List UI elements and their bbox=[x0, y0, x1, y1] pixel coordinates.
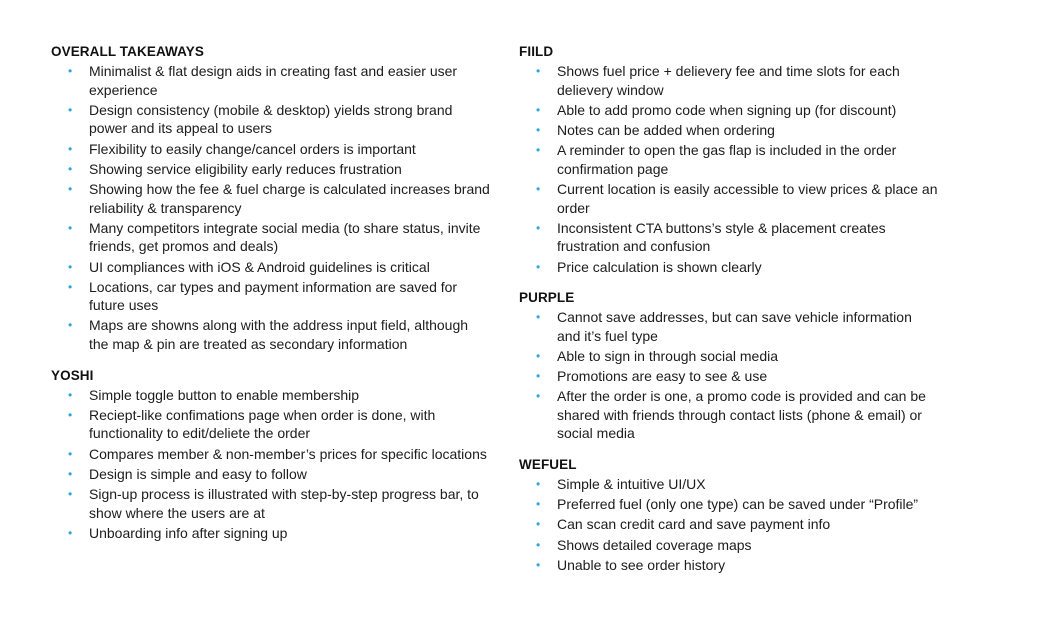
list-item-text: Unboarding info after signing up bbox=[89, 524, 288, 541]
list-item bbox=[519, 62, 939, 99]
list-item-text: Notes can be added when ordering bbox=[557, 121, 775, 138]
bullet-dot-icon: • bbox=[536, 310, 541, 325]
list-item-text: Flexibility to easily change/cancel orders is important bbox=[89, 140, 416, 157]
bullet-dot-icon: • bbox=[68, 64, 73, 78]
section-title: PURPLE bbox=[519, 290, 575, 306]
list-item-text: Design consistency (mobile & desktop) yields strong brand power and its appeal to users bbox=[89, 101, 453, 137]
section-fiild bbox=[519, 42, 939, 276]
bullet-list bbox=[51, 386, 491, 543]
list-item bbox=[51, 140, 491, 159]
list-item bbox=[519, 121, 939, 140]
bullet-dot-icon: • bbox=[536, 102, 541, 117]
list-item bbox=[51, 465, 491, 484]
list-item bbox=[51, 219, 491, 256]
list-item bbox=[51, 316, 491, 353]
list-item bbox=[51, 160, 491, 179]
list-item bbox=[51, 445, 491, 464]
list-item-text: UI compliances with iOS & Android guidelines is critical bbox=[89, 258, 430, 275]
section-title: FIILD bbox=[519, 44, 554, 59]
list-item-text: Able to add promo code when signing up (for discount) bbox=[557, 101, 897, 118]
bullet-list bbox=[519, 475, 939, 574]
bullet-dot-icon: • bbox=[68, 466, 73, 481]
section-overall-takeaways bbox=[51, 42, 491, 354]
list-item-text: After the order is one, a promo code is provided and can be shared with friends through contact lists (phone & email) or social media bbox=[557, 388, 926, 442]
list-item bbox=[519, 258, 939, 277]
list-item bbox=[519, 347, 939, 366]
list-item bbox=[519, 308, 939, 345]
bullet-dot-icon: • bbox=[68, 525, 73, 540]
bullet-dot-icon: • bbox=[536, 389, 541, 404]
list-item-text: Unable to see order history bbox=[557, 556, 726, 573]
bullet-dot-icon: • bbox=[68, 279, 73, 294]
list-item-text: Simple toggle button to enable membership bbox=[89, 386, 360, 403]
list-item bbox=[519, 495, 939, 514]
list-item-text: Current location is easily accessible to view prices & place an order bbox=[557, 180, 938, 216]
bullet-dot-icon: • bbox=[536, 537, 541, 552]
list-item-text: Showing service eligibility early reduces frustration bbox=[89, 160, 402, 177]
list-item-text: Simple & intuitive UI/UX bbox=[557, 476, 706, 493]
section-title: OVERALL TAKEAWAYS bbox=[51, 44, 204, 59]
bullet-dot-icon: • bbox=[68, 102, 73, 117]
bullet-dot-icon: • bbox=[536, 477, 541, 492]
bullet-dot-icon: • bbox=[536, 181, 541, 196]
list-item-text: Can scan credit card and save payment info bbox=[557, 516, 831, 533]
list-item bbox=[519, 515, 939, 534]
list-item-text: Compares member & non-member’s prices for specific locations bbox=[89, 445, 487, 462]
section-yoshi bbox=[51, 366, 491, 543]
bullet-dot-icon: • bbox=[536, 557, 541, 572]
bullet-dot-icon: • bbox=[68, 141, 73, 156]
bullet-dot-icon: • bbox=[68, 487, 73, 501]
list-item-text: Sign-up process is illustrated with step-by-step progress bar, to show where the users are at bbox=[89, 486, 479, 521]
list-item bbox=[519, 387, 939, 443]
list-item bbox=[519, 367, 939, 386]
bullet-dot-icon: • bbox=[536, 122, 541, 137]
bullet-dot-icon: • bbox=[68, 318, 73, 333]
bullet-dot-icon: • bbox=[68, 161, 73, 176]
list-item-text: Reciept-like confimations page when order is done, with functionality to edit/deliete the order bbox=[89, 406, 436, 442]
bullet-dot-icon: • bbox=[68, 446, 73, 461]
right-column bbox=[519, 42, 939, 576]
bullet-dot-icon: • bbox=[68, 407, 73, 422]
list-item-text: Inconsistent CTA buttons’s style & placement creates frustration and confusion bbox=[557, 219, 886, 255]
bullet-dot-icon: • bbox=[536, 64, 541, 78]
list-item-text: Maps are showns along with the address input field, although the map & pin are treated as secondary information bbox=[89, 317, 469, 353]
bullet-list bbox=[519, 62, 939, 276]
list-item bbox=[51, 101, 491, 138]
list-item-text: Many competitors integrate social media (to share status, invite friends, get promos and deals) bbox=[89, 219, 481, 255]
list-item bbox=[51, 406, 491, 443]
bullet-dot-icon: • bbox=[536, 369, 541, 384]
list-item bbox=[51, 258, 491, 277]
left-column bbox=[51, 42, 491, 544]
bullet-dot-icon: • bbox=[536, 348, 541, 363]
list-item-text: Locations, car types and payment information are saved for future uses bbox=[89, 278, 458, 314]
list-item-text: Design is simple and easy to follow bbox=[89, 465, 307, 482]
list-item bbox=[519, 475, 939, 494]
list-item bbox=[519, 219, 939, 256]
bullet-dot-icon: • bbox=[68, 259, 73, 274]
list-item-text: Showing how the fee & fuel charge is calculated increases brand reliability & transparency bbox=[89, 180, 490, 216]
bullet-dot-icon: • bbox=[536, 259, 541, 274]
list-item bbox=[519, 180, 939, 217]
bullet-dot-icon: • bbox=[536, 220, 541, 235]
bullet-dot-icon: • bbox=[68, 387, 73, 402]
list-item bbox=[519, 536, 939, 555]
list-item-text: Shows detailed coverage maps bbox=[557, 536, 752, 553]
list-item bbox=[51, 180, 491, 217]
list-item bbox=[519, 141, 939, 178]
list-item-text: Price calculation is shown clearly bbox=[557, 258, 762, 275]
bullet-dot-icon: • bbox=[536, 517, 541, 532]
list-item-text: Minimalist & flat design aids in creating fast and easier user experience bbox=[89, 63, 458, 98]
list-item-text: Promotions are easy to see & use bbox=[557, 368, 768, 385]
bullet-dot-icon: • bbox=[68, 220, 73, 235]
bullet-dot-icon: • bbox=[536, 497, 541, 512]
list-item bbox=[51, 485, 491, 522]
bullet-list bbox=[519, 308, 939, 443]
section-title: WEFUEL bbox=[519, 457, 577, 473]
list-item-text: Shows fuel price + delievery fee and time slots for each delievery window bbox=[557, 63, 900, 98]
list-item-text: Preferred fuel (only one type) can be saved under “Profile” bbox=[557, 496, 919, 513]
section-purple bbox=[519, 288, 939, 443]
list-item bbox=[51, 62, 491, 99]
section-title: YOSHI bbox=[51, 367, 94, 383]
list-item bbox=[51, 386, 491, 405]
bullet-dot-icon: • bbox=[68, 181, 73, 196]
list-item bbox=[519, 556, 939, 575]
list-item-text: Able to sign in through social media bbox=[557, 347, 779, 364]
list-item-text: A reminder to open the gas flap is included in the order confirmation page bbox=[557, 142, 897, 177]
section-wefuel bbox=[519, 455, 939, 574]
bullet-list bbox=[51, 62, 491, 354]
list-item-text: Cannot save addresses, but can save vehicle information and it’s fuel type bbox=[557, 309, 912, 344]
list-item bbox=[51, 524, 491, 543]
list-item bbox=[519, 101, 939, 120]
list-item bbox=[51, 278, 491, 315]
bullet-dot-icon: • bbox=[536, 143, 541, 158]
